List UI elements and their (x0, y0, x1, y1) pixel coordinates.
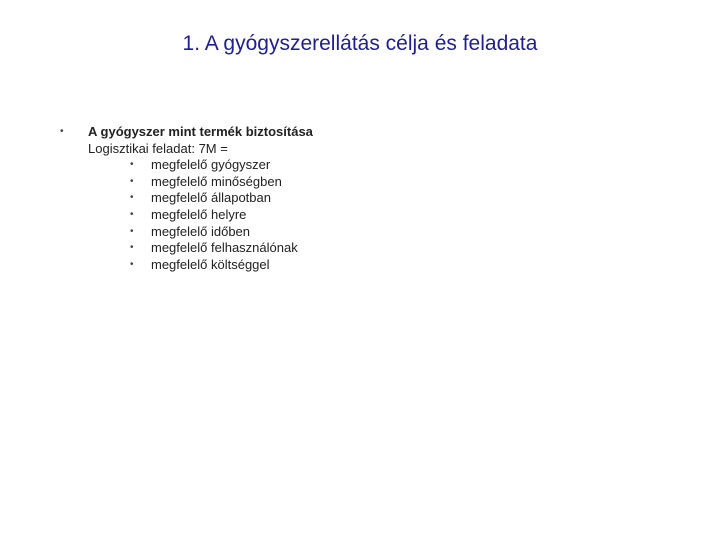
bullet-icon: • (130, 258, 134, 270)
sub-item (130, 174, 680, 191)
sub-item-label: megfelelő minőségben (151, 173, 282, 189)
slide-content (60, 124, 680, 273)
sub-item-label: megfelelő helyre (151, 206, 247, 222)
main-bullet-item (60, 124, 680, 273)
bullet-icon: • (130, 225, 134, 237)
main-item-heading: A gyógyszer mint termék biztosítása (88, 124, 313, 139)
sub-item (130, 224, 680, 241)
sub-item (130, 157, 680, 174)
sub-item-label: megfelelő időben (151, 223, 251, 239)
sub-item-label: megfelelő gyógyszer (151, 157, 271, 173)
sub-item (130, 240, 680, 257)
sub-item-label: megfelelő felhasználónak (151, 240, 298, 256)
main-item-subheading: Logisztikai feladat: 7M = (88, 140, 228, 156)
sub-item-label: megfelelő költséggel (151, 256, 270, 272)
bullet-icon: • (130, 242, 134, 254)
sub-item (130, 257, 680, 274)
bullet-icon: • (130, 208, 134, 220)
sub-item-label: megfelelő állapotban (151, 190, 271, 206)
sub-item (130, 207, 680, 224)
slide-title: 1. A gyógyszerellátás célja és feladata (182, 32, 538, 55)
bullet-icon: • (130, 192, 134, 204)
sub-item (130, 190, 680, 207)
bullet-icon: • (130, 159, 134, 171)
bullet-icon: • (130, 175, 134, 187)
sub-item-list (88, 157, 680, 273)
bullet-icon: • (60, 126, 64, 137)
